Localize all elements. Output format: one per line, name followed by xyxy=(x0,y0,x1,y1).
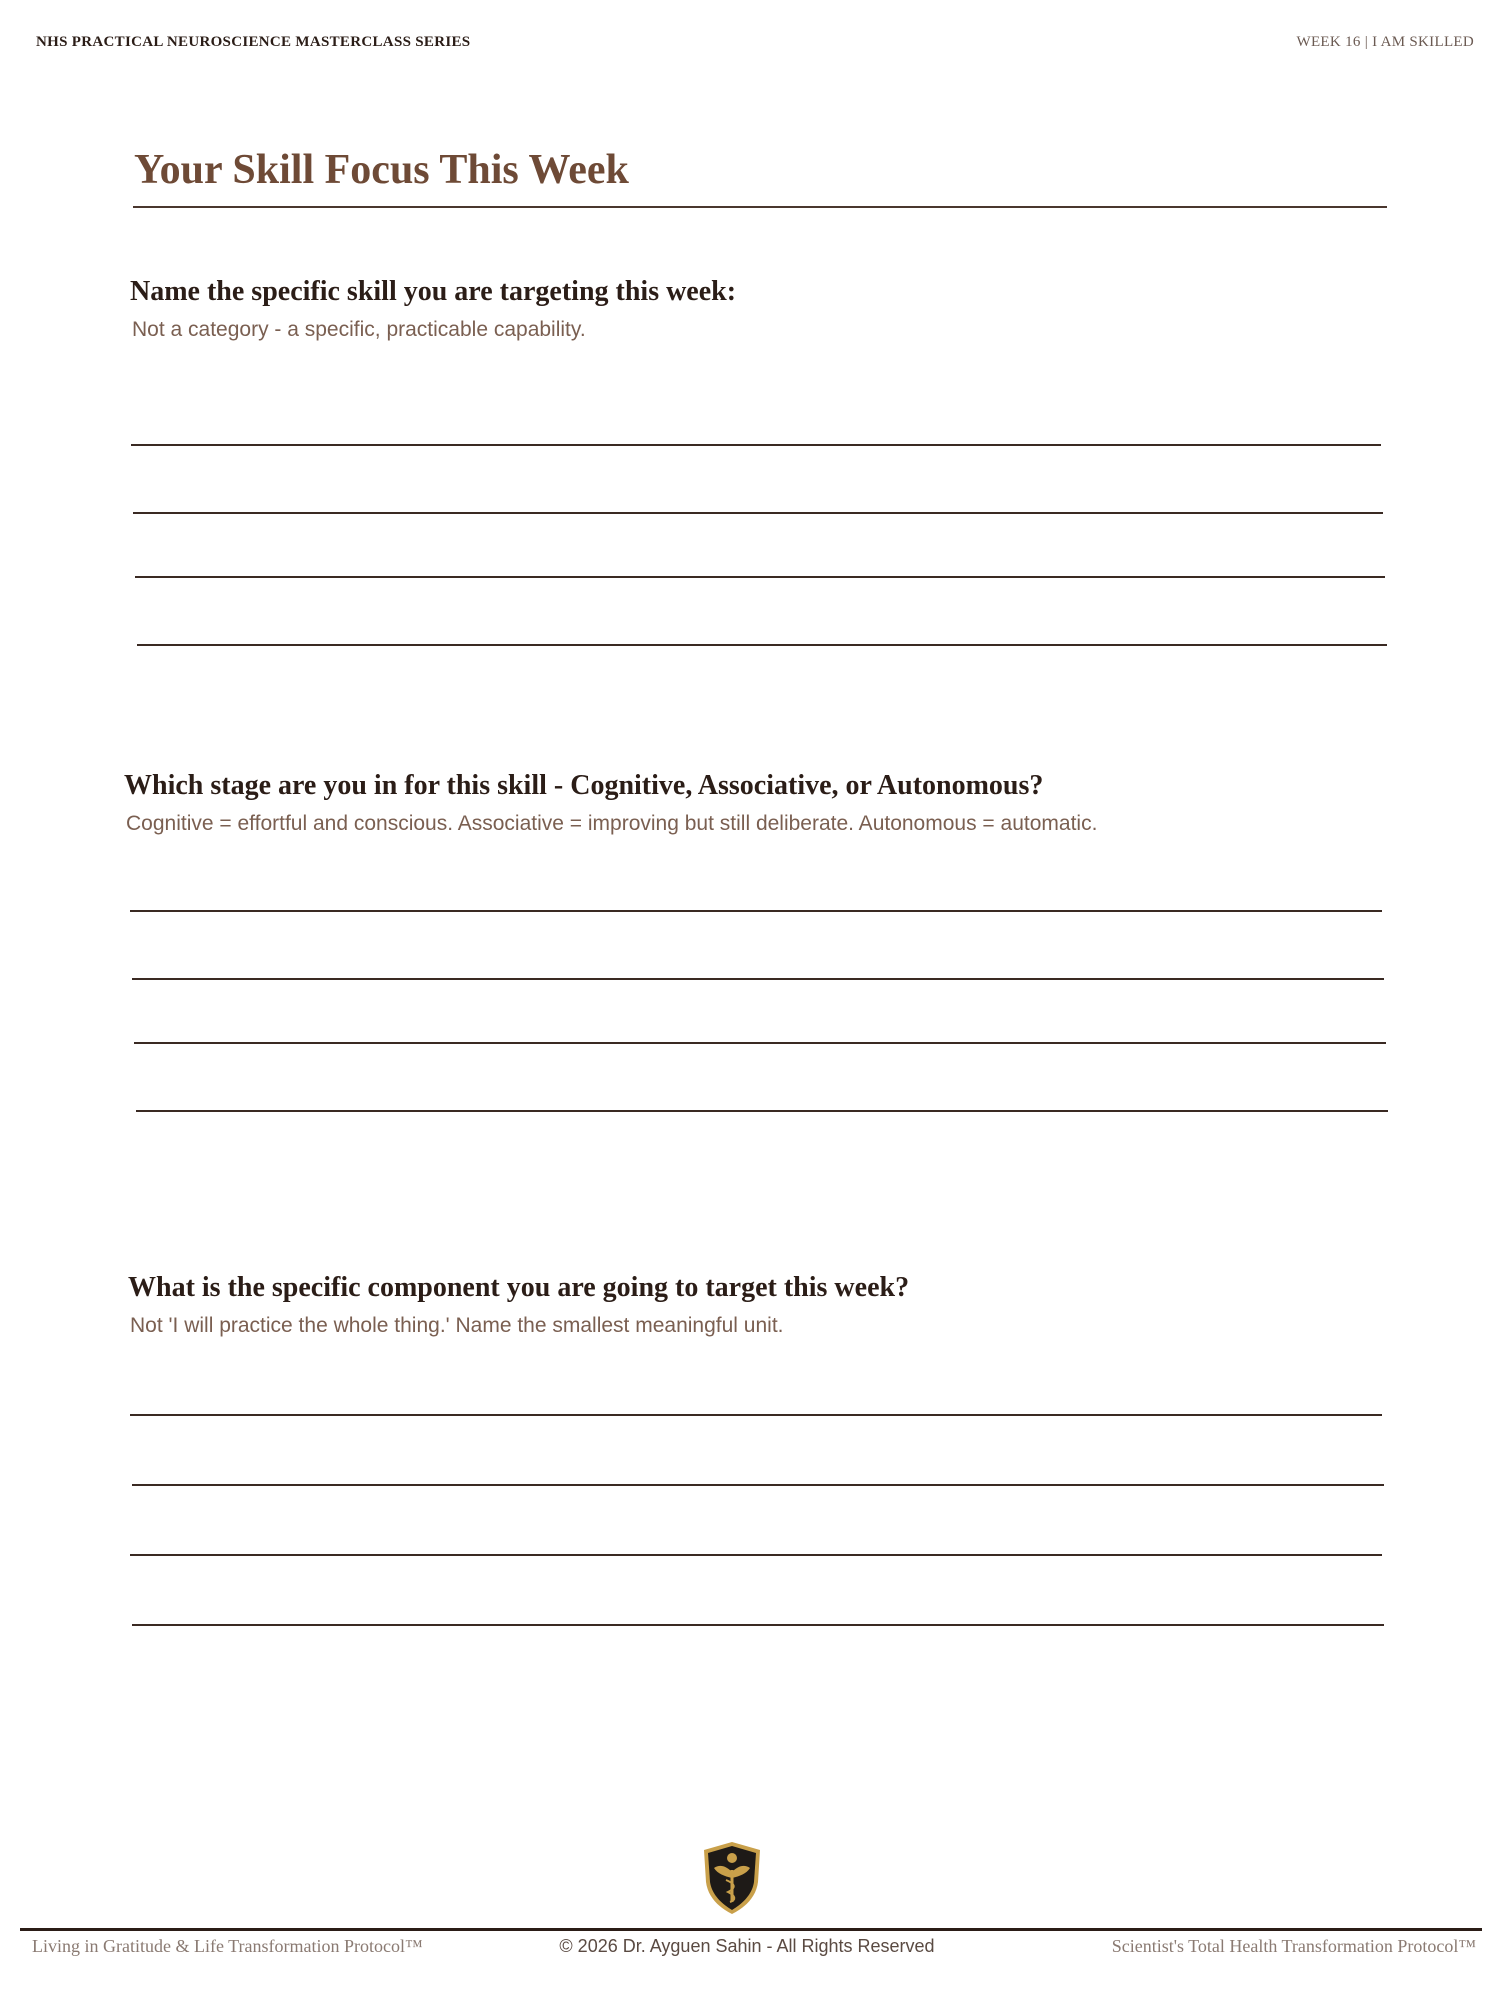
question-hint: Not a category - a specific, practicable capability. xyxy=(132,318,586,341)
answer-line[interactable] xyxy=(131,444,1381,446)
header-week-label: WEEK 16 | I AM SKILLED xyxy=(1296,34,1474,50)
footer-left-text: Living in Gratitude & Life Transformation Protocol™ xyxy=(32,1936,423,1956)
question-3 xyxy=(128,1272,909,1338)
copyright-text: © 2026 Dr. Ayguen Sahin - All Rights Reserved xyxy=(559,1936,935,1956)
answer-line[interactable] xyxy=(134,1042,1386,1044)
header-series-title: NHS PRACTICAL NEUROSCIENCE MASTERCLASS SERIES xyxy=(36,34,471,50)
section-title: Your Skill Focus This Week xyxy=(134,147,629,193)
question-label: Which stage are you in for this skill - Cognitive, Associative, or Autonomous? xyxy=(124,770,1044,801)
answer-line[interactable] xyxy=(135,576,1385,578)
footer-divider xyxy=(20,1928,1482,1931)
answer-line[interactable] xyxy=(137,644,1387,646)
answer-line[interactable] xyxy=(133,512,1383,514)
answer-line[interactable] xyxy=(132,978,1384,980)
answer-line[interactable] xyxy=(130,910,1382,912)
title-divider xyxy=(133,206,1387,208)
question-2 xyxy=(124,770,1097,836)
answer-line[interactable] xyxy=(132,1484,1384,1486)
answer-line[interactable] xyxy=(130,1414,1382,1416)
answer-line[interactable] xyxy=(132,1624,1384,1626)
answer-line[interactable] xyxy=(130,1554,1382,1556)
answer-line[interactable] xyxy=(136,1110,1388,1112)
question-1 xyxy=(130,276,736,342)
footer-right-text: Scientist's Total Health Transformation Protocol™ xyxy=(1111,1936,1476,1956)
shield-emblem-icon xyxy=(700,1840,764,1916)
question-hint: Not 'I will practice the whole thing.' Name the smallest meaningful unit. xyxy=(130,1314,784,1337)
question-hint: Cognitive = effortful and conscious. Associative = improving but still deliberate. Autonomous = automatic. xyxy=(126,812,1098,835)
question-label: Name the specific skill you are targeting this week: xyxy=(130,276,737,307)
question-label: What is the specific component you are going to target this week? xyxy=(128,1272,910,1303)
